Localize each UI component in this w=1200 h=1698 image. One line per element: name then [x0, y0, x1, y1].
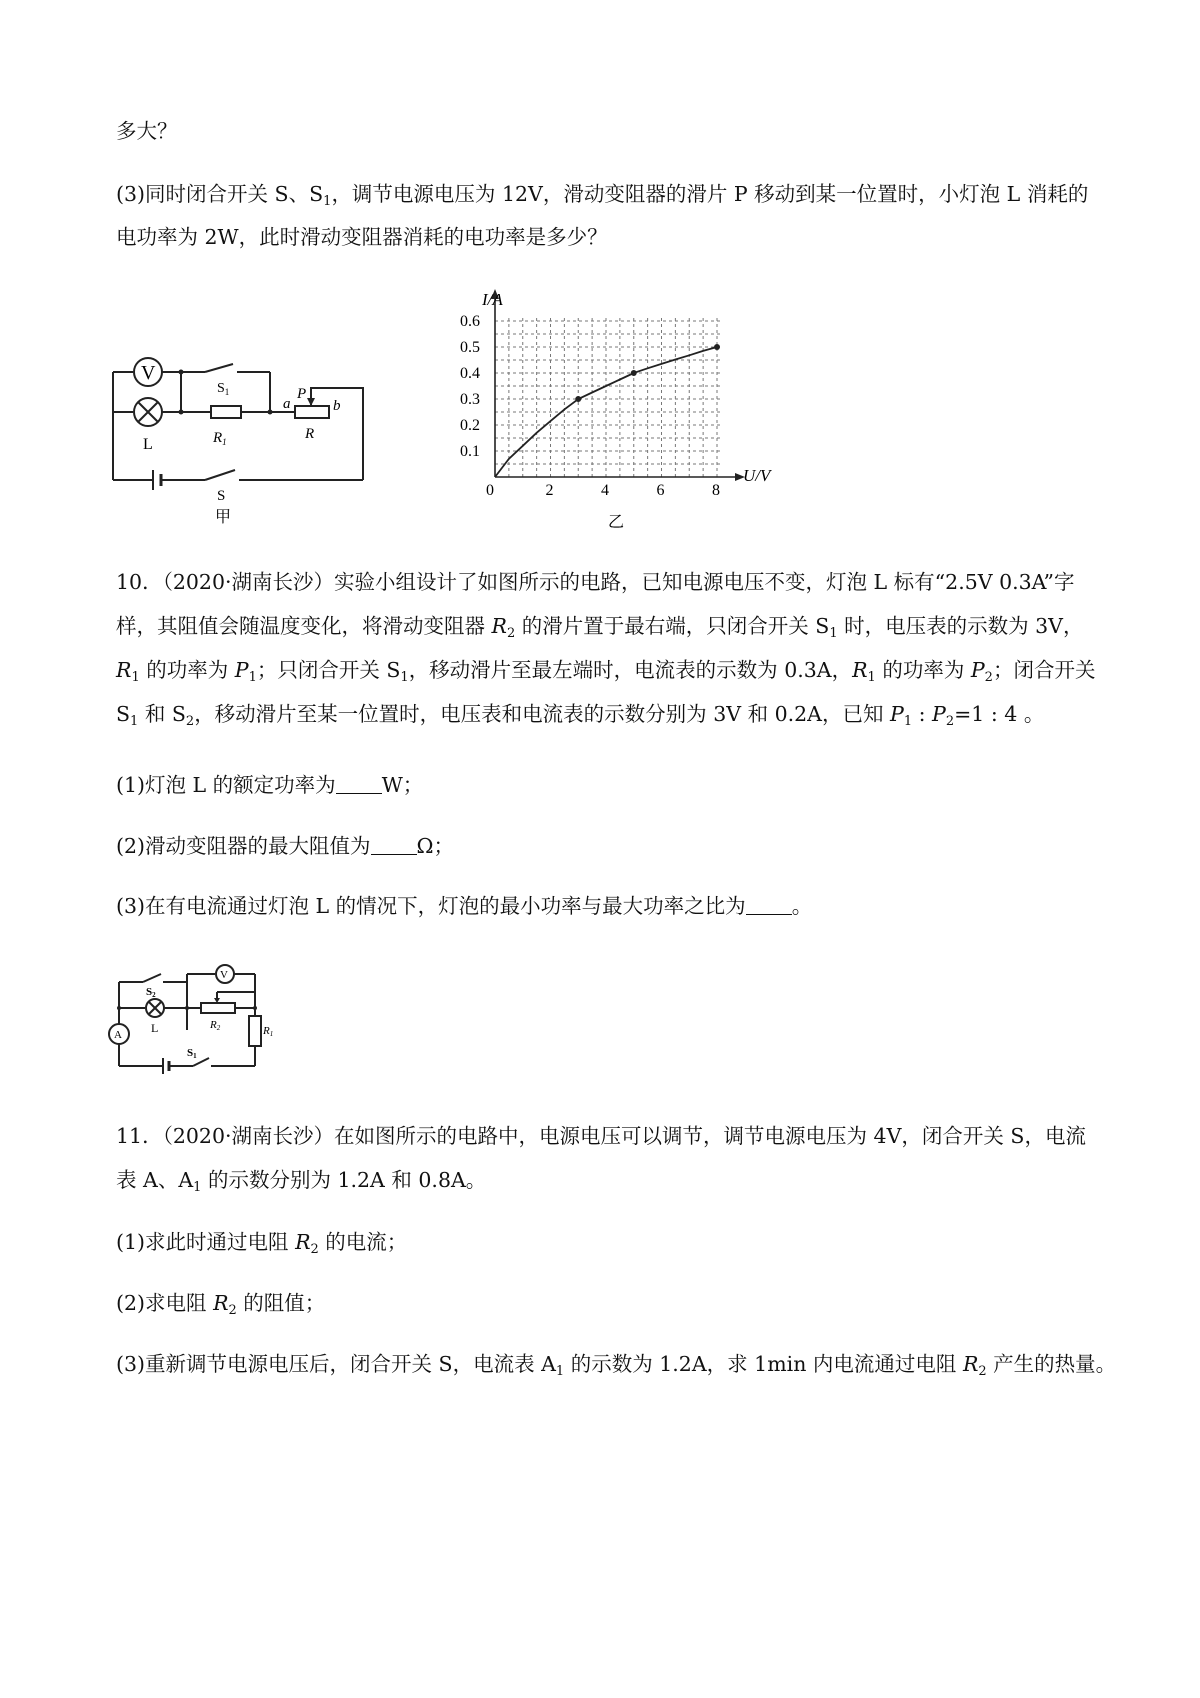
x-axis-label: U/V [743, 466, 771, 485]
question-11-line-2: 表 A、$A_1$ 的示数分别为 1.2A 和 0.8A。 [116, 1168, 487, 1195]
resistor-r1-label: R1 [263, 1025, 274, 1038]
question-10-sub-2: (2)滑动变阻器的最大阻值为 Ω； [116, 834, 455, 858]
slider-p-label: P [297, 386, 307, 402]
text-line-continuation: 多大？ [116, 119, 178, 143]
question-11-sub-3: (3)重新调节电源电压后，闭合开关 S，电流表 $A_1$ 的示数为 1.2A，求 1min 内电流通过电阻 $R_2$ 产生的热量。 [116, 1352, 1117, 1379]
figure-caption-jia: 甲 [215, 509, 232, 526]
switch-s1-label: S1 [187, 1047, 197, 1060]
chart-axes [491, 289, 745, 481]
data-point [631, 370, 637, 376]
voltmeter-label: V [141, 362, 156, 384]
switch-s1-label: $S_1$ [217, 381, 230, 397]
question-10-sub-1: (1)灯泡 L 的额定功率为 W； [116, 773, 424, 797]
x-tick-label: 4 [601, 482, 609, 499]
question-3-line-1: (3)同时闭合开关 S、$S_1$，调节电源电压为 12V，滑动变阻器的滑片 P 移动到某一位置时，小灯泡 L 消耗的 [116, 182, 1089, 209]
question-11-sub-1: (1)求此时通过电阻 $R_2$ 的电流； [116, 1230, 408, 1257]
slider-a-label: a [283, 396, 291, 412]
lamp-label: L [143, 436, 153, 453]
y-tick-label: 0.3 [460, 391, 480, 408]
y-tick-label: 0.4 [460, 365, 480, 382]
ammeter-label: A [114, 1029, 122, 1041]
rheostat-r-label: R [305, 426, 315, 442]
switch-s2-label: S2 [146, 986, 156, 999]
origin-label: 0 [486, 482, 494, 499]
voltmeter-label: V [220, 969, 228, 981]
question-10-line-4: $S_1$ 和 $S_2$，移动滑片至某一位置时，电压表和电流表的示数分别为 3V 和 0.2A，已知 $P_1$ : $P_2=1$ : 4 。 [116, 702, 1045, 729]
answer-blank[interactable] [336, 773, 382, 794]
y-tick-label: 0.2 [460, 417, 480, 434]
chart-grid [495, 315, 723, 477]
answer-blank[interactable] [746, 894, 792, 915]
switch-s-label: S [217, 488, 226, 504]
question-3-line-2: 电功率为 2W，此时滑动变阻器消耗的电功率是多少？ [116, 225, 608, 249]
y-axis-label: I/A [482, 290, 503, 309]
lamp-label: L [151, 1021, 159, 1035]
x-tick-label: 6 [656, 482, 665, 499]
y-tick-label: 0.6 [460, 313, 480, 330]
question-10-line-3: $R_1$ 的功率为 $P_1$；只闭合开关 $S_1$，移动滑片至最左端时，电流表的示数为 0.3A，$R_1$ 的功率为 $P_2$；闭合开关 [116, 658, 1096, 685]
x-tick-label: 8 [712, 482, 720, 499]
data-point [714, 344, 720, 350]
y-tick-label: 0.1 [460, 443, 480, 460]
resistor-r1-label: $R_1$ [213, 430, 227, 447]
figure-caption-yi: 乙 [608, 514, 625, 531]
answer-blank[interactable] [371, 834, 417, 855]
x-tick-label: 2 [545, 482, 554, 499]
question-10-line-2: 样，其阻值会随温度变化，将滑动变阻器 $R_2$ 的滑片置于最右端，只闭合开关 $S_1$ 时，电压表的示数为 3V， [116, 614, 1084, 641]
circuit-diagram-q10 [105, 960, 290, 1080]
question-11-sub-2: (2)求电阻 $R_2$ 的阻值； [116, 1291, 326, 1318]
question-10-sub-3: (3)在有电流通过灯泡 L 的情况下，灯泡的最小功率与最大功率之比为 。 [116, 894, 813, 918]
iu-chart [460, 285, 800, 565]
y-tick-label: 0.5 [460, 339, 480, 356]
chart-curve [495, 344, 720, 477]
circuit-diagram-jia [105, 350, 380, 530]
slider-b-label: b [333, 398, 341, 414]
rheostat-r2-label: R2 [210, 1019, 221, 1032]
data-point [575, 396, 581, 402]
question-10-line-1: 10．（2020·湖南长沙）实验小组设计了如图所示的电路，已知电源电压不变，灯泡 L 标有“2.5V 0.3A”字 [116, 570, 1075, 594]
question-11-line-1: 11．（2020·湖南长沙）在如图所示的电路中，电源电压可以调节，调节电源电压为 4V，闭合开关 S，电流 [116, 1124, 1086, 1148]
